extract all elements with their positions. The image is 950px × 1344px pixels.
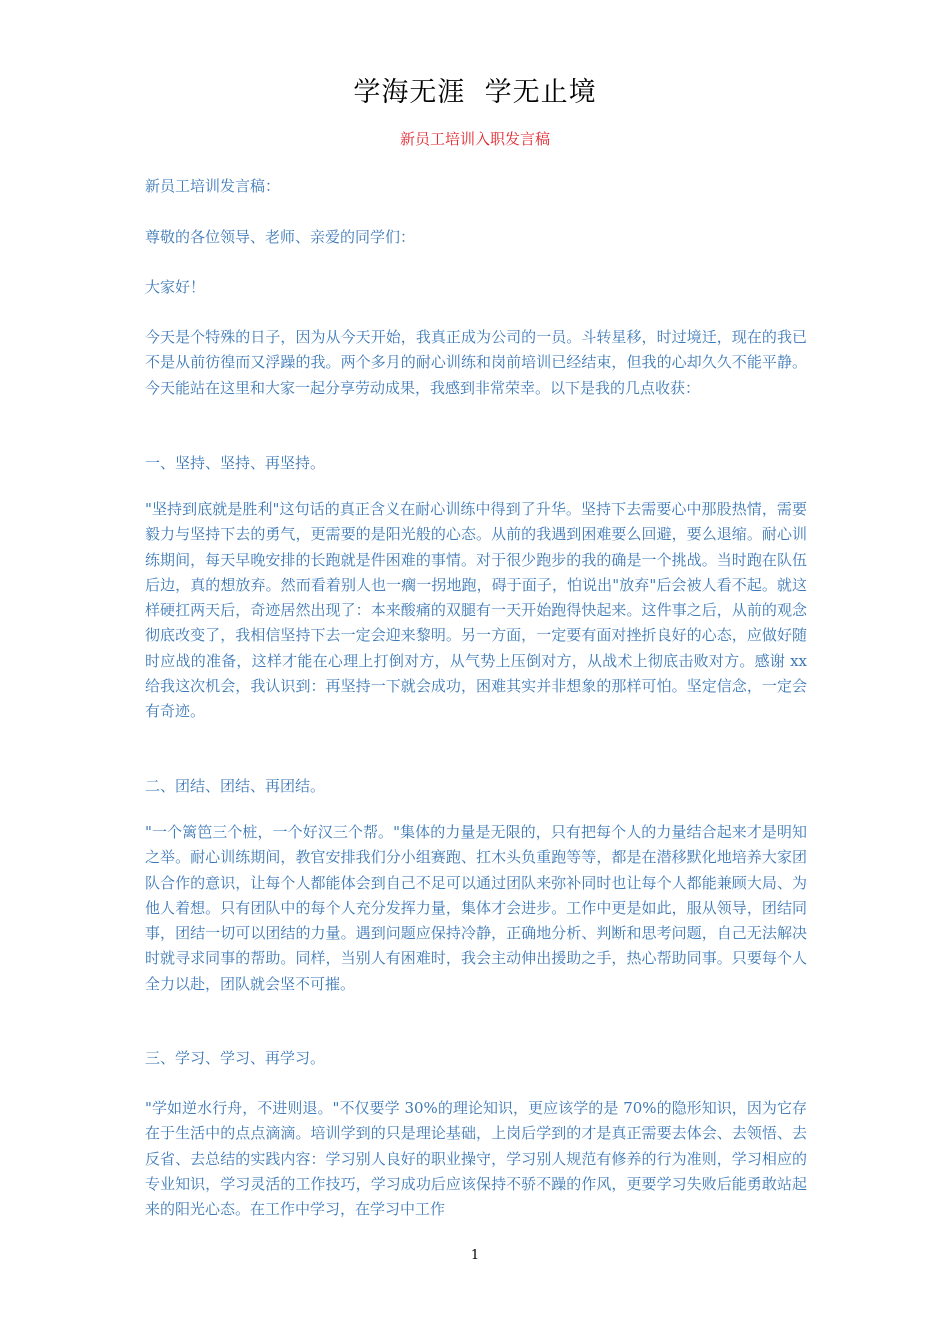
body-paragraph-salutation-heading — [145, 174, 807, 199]
section-heading-unity: 二、团结、团结、再团结。 — [145, 777, 326, 795]
body-paragraph-greeting-wrapper — [145, 225, 807, 250]
paragraph-hello: 大家好！ — [145, 278, 206, 296]
paragraph-learning: "学如逆水行舟，不进则退。"不仅要学 30%的理论知识，更应该学的是 70%的隐形知识，因为它存在于生活中的点点滴滴。培训学到的只是理论基础，上岗后学到的才是真正需要去体会、去领悟、去反省、去总结的实践内容：学习别人良好的职业操守，学习别人规范有修养的行为准则，学习相应的专业知识，学习灵活的工作技巧，学习成功后应该保持不骄不躁的作风，更要学习失败后能勇敢站起来的阳光心态。在工作中学习，在学习中工作 — [145, 1099, 807, 1219]
paragraph-doc-label: 新员工培训发言稿： — [145, 177, 281, 195]
page-header-title: 学海无涯 学无止境 — [353, 77, 597, 108]
section-heading-persistence: 一、坚持、坚持、再坚持。 — [145, 454, 326, 472]
paragraph-greeting: 尊敬的各位领导、老师、亲爱的同学们： — [145, 228, 416, 246]
section-heading-1-wrapper — [145, 451, 807, 476]
document-title: 新员工培训入职发言稿 — [399, 130, 550, 148]
body-paragraph-persistence-wrapper — [145, 497, 807, 725]
page-number: 1 — [470, 1248, 480, 1263]
paragraph-intro: 今天是个特殊的日子，因为从今天开始，我真正成为公司的一员。斗转星移，时过境迁，现在的我已不是从前彷徨而又浮躁的我。两个多月的耐心训练和岗前培训已经结束，但我的心却久久不能平静。今天能站在这里和大家一起分享劳动成果，我感到非常荣幸。以下是我的几点收获： — [145, 328, 807, 397]
body-paragraph-intro-wrapper — [145, 325, 807, 401]
section-heading-3-wrapper — [145, 1046, 807, 1071]
paragraph-unity: "一个篱笆三个桩，一个好汉三个帮。"集体的力量是无限的，只有把每个人的力量结合起来才是明知之举。耐心训练期间，教官安排我们分小组赛跑、扛木头负重跑等等，都是在潜移默化地培养大家团队合作的意识，让每个人都能体会到自己不足可以通过团队来弥补同时也让每个人都能兼顾大局、为他人着想。只有团队中的每个人充分发挥力量，集体才会进步。工作中更是如此，服从领导，团结同事，团结一切可以团结的力量。遇到问题应保持冷静，正确地分析、判断和思考问题，自己无法解决时就寻求同事的帮助。同样，当别人有困难时，我会主动伸出援助之手，热心帮助同事。只要每个人全力以赴，团队就会坚不可摧。 — [145, 823, 807, 993]
body-paragraph-hello-wrapper — [145, 275, 807, 300]
section-heading-learning: 三、学习、学习、再学习。 — [145, 1049, 326, 1067]
section-heading-2-wrapper — [145, 774, 807, 799]
body-paragraph-learning-wrapper — [145, 1096, 807, 1222]
body-paragraph-unity-wrapper — [145, 820, 807, 997]
paragraph-persistence: "坚持到底就是胜利"这句话的真正含义在耐心训练中得到了升华。坚持下去需要心中那股热情，需要毅力与坚持下去的勇气，更需要的是阳光般的心态。从前的我遇到困难要么回避，要么退缩。耐心训练期间，每天早晚安排的长跑就是件困难的事情。对于很少跑步的我的确是一个挑战。当时跑在队伍后边，真的想放弃。然而看着别人也一瘸一拐地跑，碍于面子，怕说出"放弃"后会被人看不起。就这样硬扛两天后，奇迹居然出现了：本来酸痛的双腿有一天开始跑得快起来。这件事之后，从前的观念彻底改变了，我相信坚持下去一定会迎来黎明。另一方面，一定要有面对挫折良好的心态，应做好随时应战的准备，这样才能在心理上打倒对方，从气势上压倒对方，从战术上彻底击败对方。感谢 xx 给我这次机会，我认识到：再坚持一下就会成功，困难其实并非想象的那样可怕。坚定信念，一定会有奇迹。 — [145, 500, 807, 721]
